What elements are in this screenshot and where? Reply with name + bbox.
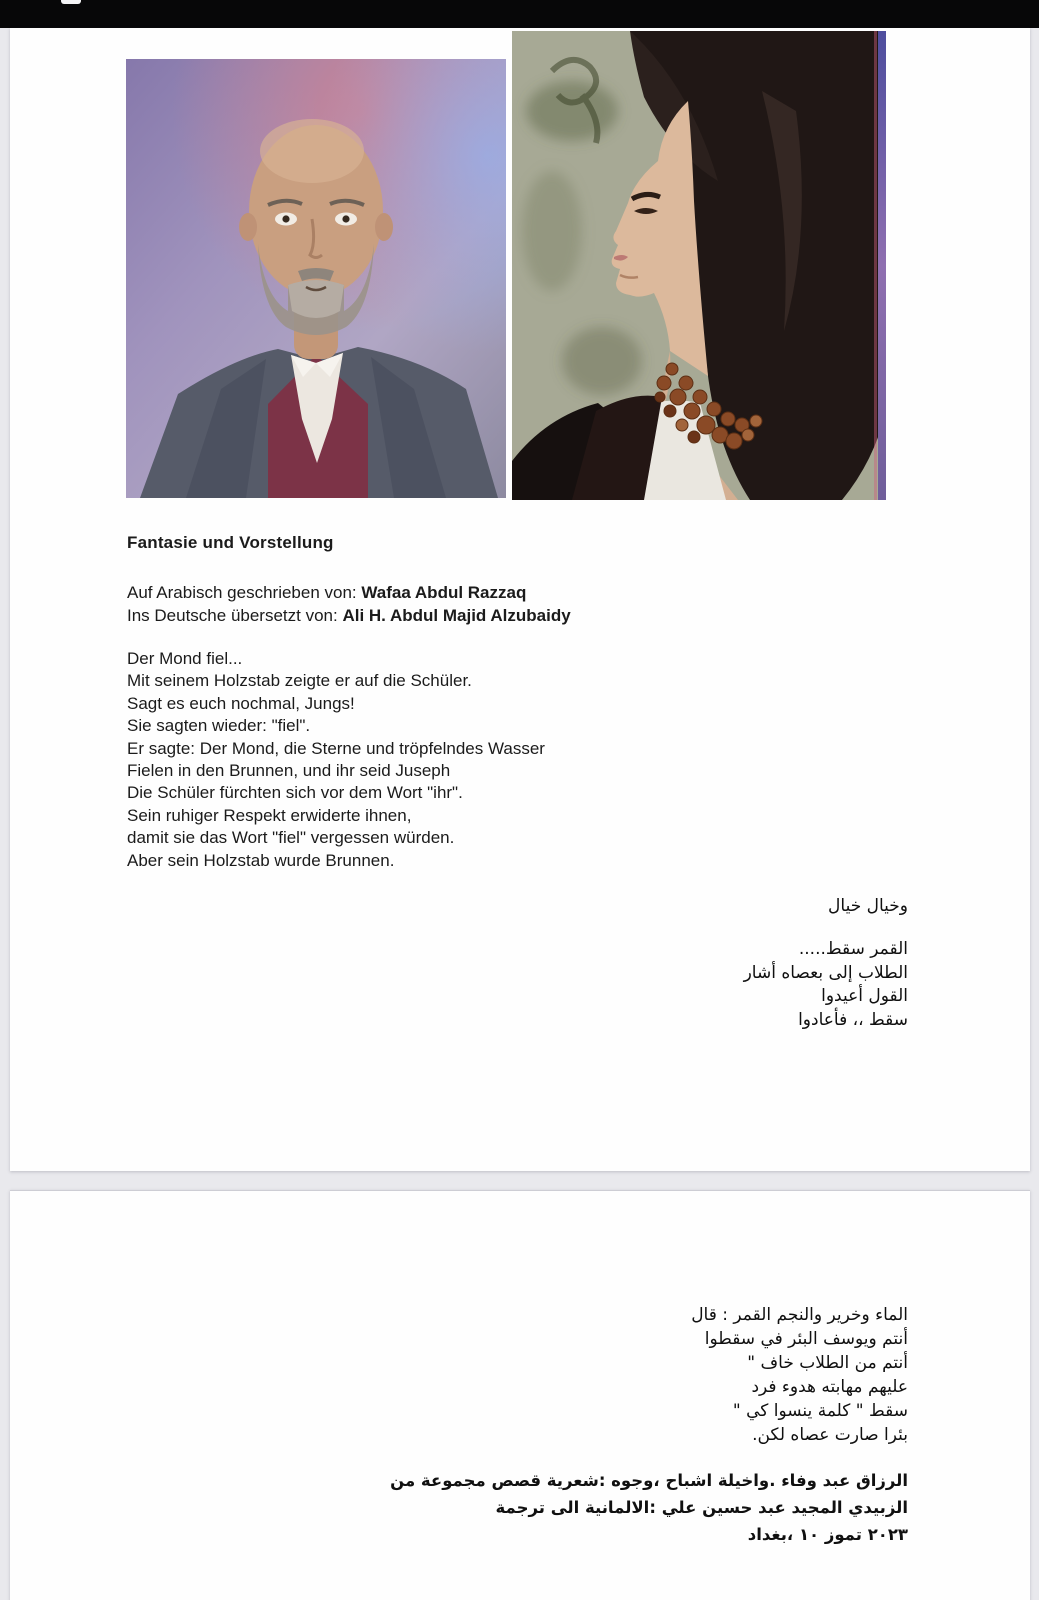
arabic-poem-line: فرد هدوء مهابته عليهم [751, 1377, 908, 1397]
arabic-poem-line: .لكن عصاه صارت بئرا [752, 1425, 908, 1445]
german-poem-line: Fielen in den Brunnen, und ihr seid Juseph [127, 761, 451, 781]
arabic-poem-page1 [744, 938, 908, 1032]
byline-author-line [127, 581, 571, 604]
portrait-man-photo [126, 59, 506, 498]
german-poem-line: Die Schüler fürchten sich vor dem Wort "ihr". [127, 783, 463, 803]
portrait-woman-illustration [512, 31, 886, 500]
credits-translator-line: ترجمة الى الالمانية: علي حسين عبد المجيد الزبيدي [495, 1498, 908, 1517]
document-title: Fantasie und Vorstellung [127, 533, 334, 552]
arabic-poem-line: أشار بعصاه إلى الطلاب [743, 962, 908, 983]
arabic-poem-line: " خاف الطلاب من أنتم [747, 1353, 908, 1373]
arabic-poem-line: سقطوا في البئر ويوسف أنتم [704, 1329, 908, 1349]
arabic-poem-line: أعيدوا القول [821, 986, 908, 1006]
german-poem-line: Sie sagten wieder: "fiel". [127, 716, 311, 736]
top-bar-notch [61, 0, 81, 4]
arabic-credits [390, 1467, 908, 1548]
document-page-2 [10, 1190, 1030, 1600]
german-poem-line: Sein ruhiger Respekt erwiderte ihnen, [127, 805, 412, 825]
arabic-poem-line: .....سقط القمر [798, 939, 908, 959]
german-poem [127, 648, 545, 872]
german-poem-line: Er sagte: Der Mond, die Sterne und tröpfelndes Wasser [127, 738, 545, 758]
german-poem-line: Sagt es euch nochmal, Jungs! [127, 693, 355, 713]
credits-date-line: بغداد، ١٠ تموز ٢٠٢٣ [747, 1525, 908, 1544]
byline-author-name: Wafaa Abdul Razzaq [361, 583, 527, 602]
arabic-poem-line: " كي ينسوا كلمة " سقط [732, 1401, 908, 1421]
arabic-heading: خيال وخيال [828, 896, 908, 916]
byline-translator-line [127, 604, 571, 627]
arabic-poem-page2 [691, 1303, 908, 1447]
document-page-1 [10, 28, 1030, 1171]
arabic-poem-line: فأعادوا ،، سقط [798, 1009, 908, 1030]
german-poem-line: Mit seinem Holzstab zeigte er auf die Schüler. [127, 671, 472, 691]
letterbox-top-bar [0, 0, 1039, 28]
byline-translator-label: Ins Deutsche übersetzt von: [127, 606, 343, 625]
german-poem-line: Aber sein Holzstab wurde Brunnen. [127, 850, 395, 870]
credits-collection-line: من مجموعة قصص شعرية: وجوه، اشباح واخيلة. وفاء عبد الرزاق [390, 1471, 908, 1490]
byline-translator-name: Ali H. Abdul Majid Alzubaidy [342, 606, 571, 625]
german-poem-line: Der Mond fiel... [127, 649, 243, 668]
byline-block [127, 581, 571, 627]
german-poem-line: damit sie das Wort "fiel" vergessen würden. [127, 828, 455, 848]
byline-author-label: Auf Arabisch geschrieben von: [127, 583, 362, 602]
arabic-poem-line: قال : القمر والنجم وخرير الماء [691, 1305, 908, 1325]
portrait-man-illustration [126, 59, 506, 498]
portrait-woman-photo [512, 31, 886, 500]
